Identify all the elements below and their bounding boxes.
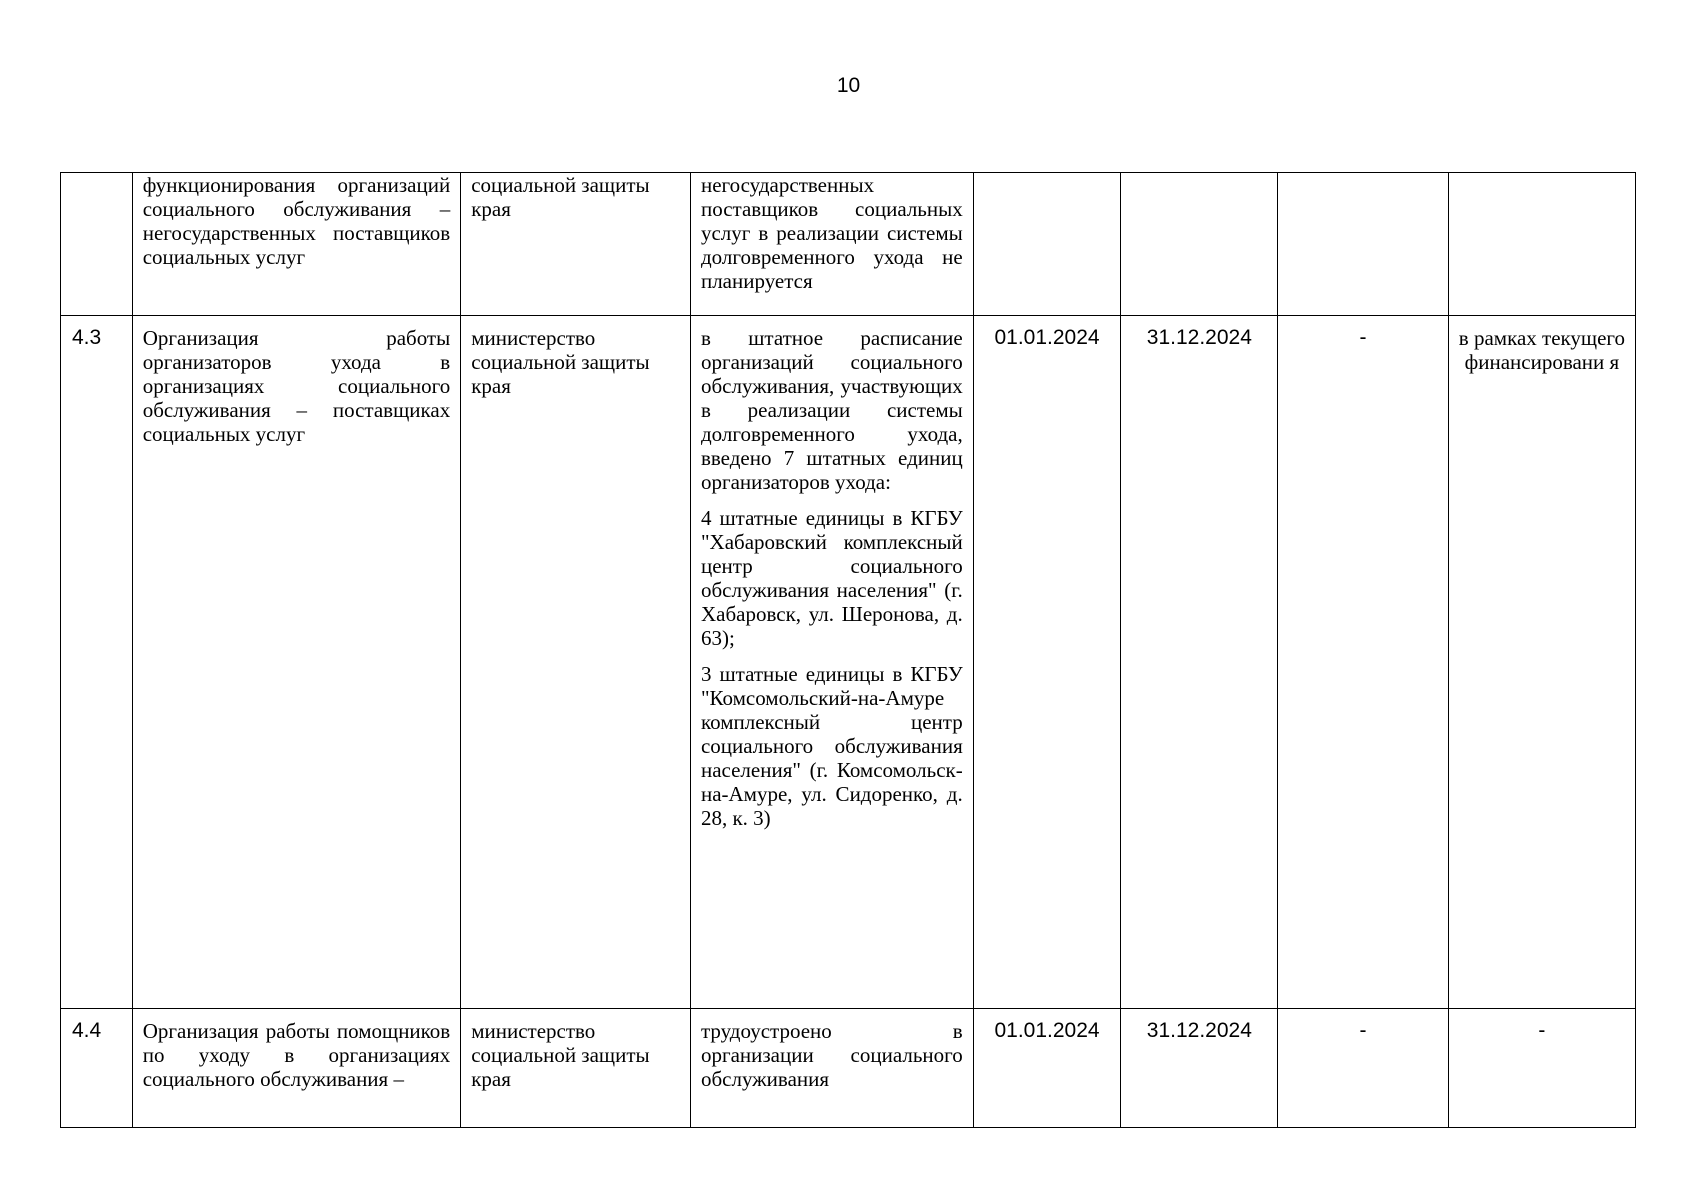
event-cell: функционирования организаций социального обслуживания – негосударственных поставщиков социальных услуг: [132, 173, 461, 316]
end-date-cell: 31.12.2024: [1121, 316, 1278, 1009]
start-date-cell: 01.01.2024: [973, 1009, 1121, 1128]
page-number: 10: [836, 74, 861, 97]
result-cell: [690, 1009, 973, 1128]
row-number: 4.3: [61, 316, 133, 1009]
financing-cell: в рамках текущего финансировани я: [1448, 316, 1635, 1009]
row-number: [61, 173, 133, 316]
plan-table: [60, 172, 1636, 1128]
row-number: 4.4: [61, 1009, 133, 1128]
financing-cell: [1448, 173, 1635, 316]
result-paragraph: 4 штатные единицы в КГБУ "Хабаровский комплексный центр социального обслуживания населения" (г. Хабаровск, ул. Шеронова, д. 63);: [700, 506, 963, 650]
value-cell: -: [1278, 316, 1448, 1009]
financing-cell: -: [1448, 1009, 1635, 1128]
table-row: [61, 173, 1636, 316]
event-cell: Организация работы помощников по уходу в организациях социального обслуживания –: [132, 1009, 461, 1128]
result-paragraph: трудоустроено в организации социального обслуживания: [700, 1019, 963, 1091]
table-row: [61, 1009, 1636, 1128]
event-cell: Организация работы организаторов ухода в организациях социального обслуживания – поставщиках социальных услуг: [132, 316, 461, 1009]
start-date-cell: 01.01.2024: [973, 316, 1121, 1009]
responsible-cell: министерство социальной защиты края: [461, 1009, 691, 1128]
table-row: [61, 316, 1636, 1009]
value-cell: [1278, 173, 1448, 316]
result-paragraph: 3 штатные единицы в КГБУ "Комсомольский-на-Амуре комплексный центр социального обслуживания населения" (г. Комсомольск-на-Амуре, ул. Сидоренко, д. 28, к. 3): [700, 662, 963, 830]
end-date-cell: 31.12.2024: [1121, 1009, 1278, 1128]
responsible-cell: социальной защиты края: [461, 173, 691, 316]
result-paragraph: негосударственных поставщиков социальных услуг в реализации системы долговременного ухода не планируется: [700, 173, 963, 293]
result-cell: [690, 316, 973, 1009]
start-date-cell: [973, 173, 1121, 316]
result-paragraph: в штатное расписание организаций социального обслуживания, участвующих в реализации системы долговременного ухода, введено 7 штатных единиц организаторов ухода:: [700, 326, 963, 494]
end-date-cell: [1121, 173, 1278, 316]
result-cell: [690, 173, 973, 316]
responsible-cell: министерство социальной защиты края: [461, 316, 691, 1009]
value-cell: -: [1278, 1009, 1448, 1128]
